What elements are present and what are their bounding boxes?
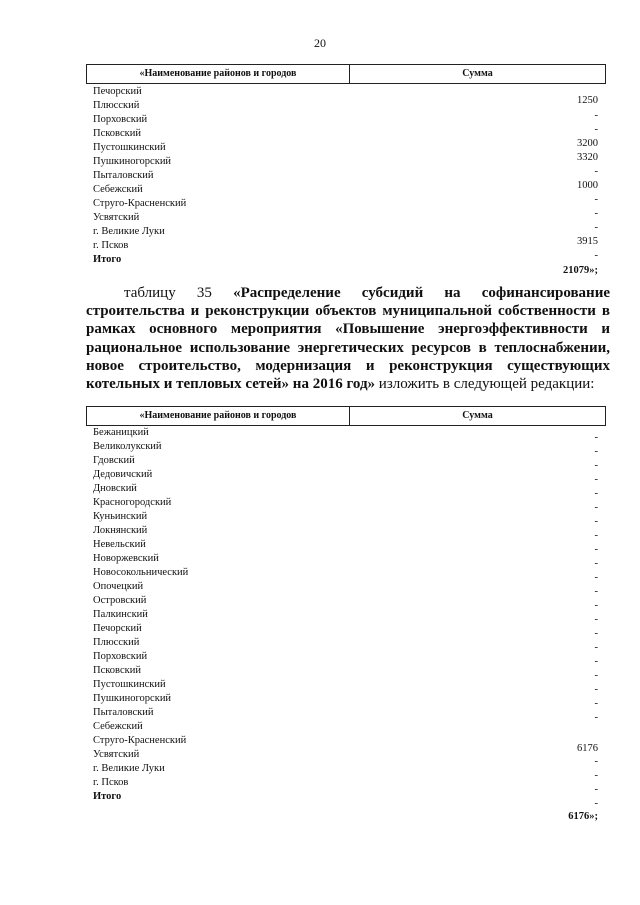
table-row-value: 3915 xyxy=(577,236,598,247)
table-row-name: Пушкиногорский xyxy=(93,693,172,704)
table-row-value: - xyxy=(594,516,598,527)
table-row-name: Великолукский xyxy=(93,441,162,452)
table-row-name: г. Великие Луки xyxy=(93,763,165,774)
table-row-value: - xyxy=(594,250,598,261)
paragraph-lead: таблицу 35 xyxy=(124,285,212,301)
table-1 xyxy=(86,64,606,276)
table-total-value: 21079»; xyxy=(563,265,598,276)
table-row-value: - xyxy=(594,124,598,135)
table-row-value: - xyxy=(594,530,598,541)
table-row-value: - xyxy=(594,446,598,457)
table-row-value: - xyxy=(594,502,598,513)
table-row-name: Псковский xyxy=(93,128,141,139)
table-row-name: Себежский xyxy=(93,721,143,732)
table-row-value: - xyxy=(594,558,598,569)
table-row-value: - xyxy=(594,222,598,233)
table-row-name: Усвятский xyxy=(93,212,140,223)
table-row-value: - xyxy=(594,656,598,667)
table-row-name: г. Псков xyxy=(93,777,129,788)
table-row-name: г. Псков xyxy=(93,240,129,251)
table-row-name: Плюсский xyxy=(93,100,140,111)
table-row-value: 3200 xyxy=(577,138,598,149)
table-row-value: - xyxy=(594,614,598,625)
table-row-value: - xyxy=(594,194,598,205)
table-row-value: - xyxy=(594,544,598,555)
table-row-name: Пустошкинский xyxy=(93,679,166,690)
table-row-value: - xyxy=(594,432,598,443)
table-row-name: Гдовский xyxy=(93,455,135,466)
table-row-value: - xyxy=(594,586,598,597)
table-row-name: Новосокольнический xyxy=(93,567,189,578)
table-row-name: Пустошкинский xyxy=(93,142,166,153)
table-row-name: Красногородский xyxy=(93,497,172,508)
table-row-name: Пыталовский xyxy=(93,707,154,718)
table-row-name: Локнянский xyxy=(93,525,148,536)
table-row-value: 1000 xyxy=(577,180,598,191)
table-row-name: Плюсский xyxy=(93,637,140,648)
header-name: «Наименование районов и городов xyxy=(87,407,350,425)
table-2 xyxy=(86,406,606,822)
table-row-value: - xyxy=(594,208,598,219)
table-row-name: Дновский xyxy=(93,483,137,494)
table-row-name: Усвятский xyxy=(93,749,140,760)
table-row-name: Пушкиногорский xyxy=(93,156,172,167)
table-row-name: Печорский xyxy=(93,623,142,634)
table-row-value: - xyxy=(594,784,598,795)
table-row-name-total: Итого xyxy=(93,254,122,265)
table-row-value: - xyxy=(594,684,598,695)
table-row-name: Себежский xyxy=(93,184,143,195)
table-row-value: - xyxy=(594,756,598,767)
table-row-name: Палкинский xyxy=(93,609,148,620)
table-row-name: Пыталовский xyxy=(93,170,154,181)
table-row-name: Куньинский xyxy=(93,511,148,522)
table-row-name: Опочецкий xyxy=(93,581,144,592)
table-row-value: - xyxy=(594,110,598,121)
table-row-value: - xyxy=(594,698,598,709)
table-row-value: 6176 xyxy=(577,743,598,754)
table-row-name: Печорский xyxy=(93,86,142,97)
header-sum: Сумма xyxy=(462,68,493,79)
table-row-name-total: Итого xyxy=(93,791,122,802)
table-row-name: Невельский xyxy=(93,539,146,550)
table-row-name: Бежаницкий xyxy=(93,427,149,438)
table-row-value: - xyxy=(594,600,598,611)
table-row-name: Порховский xyxy=(93,114,148,125)
table-row-value: - xyxy=(594,474,598,485)
table-row-value: 3320 xyxy=(577,152,598,163)
body-paragraph xyxy=(86,284,610,393)
paragraph-bold-title: «Распределение субсидий на софинансирование строительства и реконструкции объектов муниципальной собственности в рамках основного мероприятия «Повышение энергоэффективности и рациональное использование энергетических ресурсов в теплоснабжении, новое строительство, модернизация и реконструкция существующих котельных и тепловых сетей» на 2016 год» xyxy=(86,285,611,393)
table-row-value: - xyxy=(594,642,598,653)
table-row-value: - xyxy=(594,798,598,809)
table-1-header xyxy=(86,64,606,84)
table-row-value: - xyxy=(594,166,598,177)
page-number: 20 xyxy=(314,36,326,50)
table-2-header xyxy=(86,406,606,426)
table-row-value: - xyxy=(594,712,598,723)
header-name: «Наименование районов и городов xyxy=(87,65,350,83)
table-row-value: 1250 xyxy=(577,95,598,106)
table-row-name: Струго-Красненский xyxy=(93,198,187,209)
table-row-name: г. Великие Луки xyxy=(93,226,165,237)
table-row-name: Дедовичский xyxy=(93,469,153,480)
table-row-name: Струго-Красненский xyxy=(93,735,187,746)
table-row-value: - xyxy=(594,770,598,781)
table-row-value: - xyxy=(594,572,598,583)
header-sum: Сумма xyxy=(462,410,493,421)
paragraph-tail: изложить в следующей редакции: xyxy=(378,376,595,393)
table-row-name: Псковский xyxy=(93,665,141,676)
table-row-value: - xyxy=(594,628,598,639)
table-row-name: Порховский xyxy=(93,651,148,662)
table-row-value: - xyxy=(594,670,598,681)
table-row-name: Новоржевский xyxy=(93,553,159,564)
table-row-name: Островский xyxy=(93,595,147,606)
table-total-value: 6176»; xyxy=(568,811,598,822)
table-row-value: - xyxy=(594,460,598,471)
table-row-value: - xyxy=(594,488,598,499)
